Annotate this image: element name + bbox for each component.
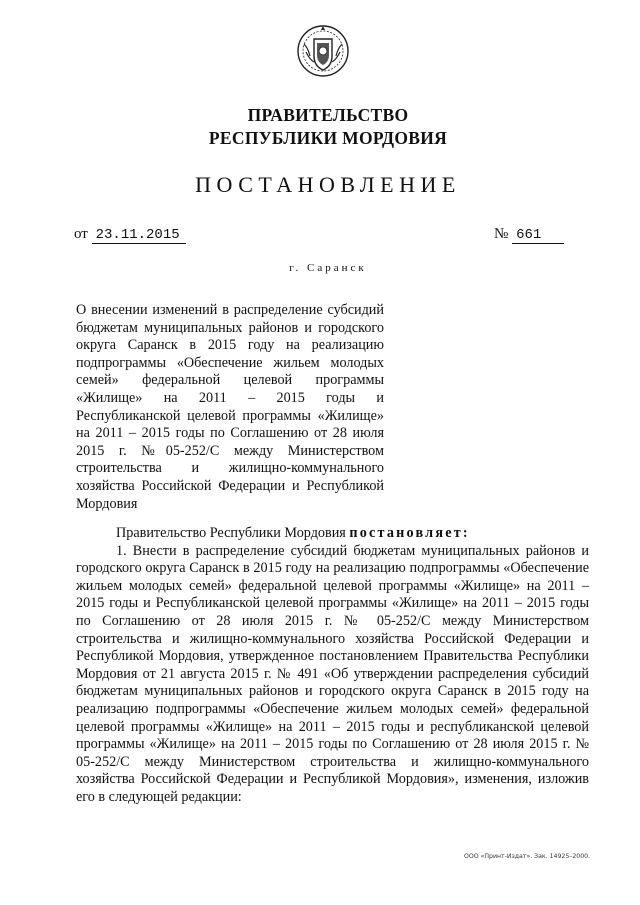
document-body [76,525,589,807]
preamble-text: Правительство Республики Мордовия [116,525,350,541]
printer-imprint: ООО «Принт-Издат». Зак. 14925–2000. [464,853,591,860]
preamble-emphasis: постановляет: [349,525,470,541]
government-title-line1: ПРАВИТЕЛЬСТВО [247,105,409,125]
paragraph-point-1: 1. Внести в распределение субсидий бюджетам муниципальных районов и городского округа Саранск в 2015 году на реализацию подпрограммы «Обеспечение жильем молодых семей» федеральной целевой программы «Жилище» на 2011 – 2015 годы и Республиканской целевой программы «Жилище» на 2011 – 2015 годы по Соглашению от 28 июля 2015 г. № 05-252/С между Министерством строительства и жилищно-коммунального хозяйства Российской Федерации и Республикой Мордовия, утвержденное постановлением Правительства Республики Мордовия от 21 августа 2015 г. № 491 «Об утверждении распределения субсидий бюджетам муниципальных районов и городского округа Саранск в 2015 году на реализацию подпрограммы «Обеспечение жильем молодых семей» федеральной целевой программы «Жилище» на 2011 – 2015 годы и республиканской целевой программы «Жилище» на 2011 – 2015 годы по Соглашению от 28 июля 2015 г. № 05-252/С между Министерством строительства и жилищно-коммунального хозяйства Российской Федерации и Республикой Мордовия», изменения, изложив его в следующей редакции: [76,542,589,805]
preamble [76,525,589,543]
number-prefix: № [494,226,509,242]
date-value: 23.11.2015 [92,227,186,244]
government-title-line2: РЕСПУБЛИКИ МОРДОВИЯ [208,128,448,148]
number-value: 661 [512,227,564,244]
document-date [74,226,186,244]
document-type-heading: ПОСТАНОВЛЕНИЕ [195,172,461,197]
coat-of-arms-icon [296,22,350,80]
document-subject [76,302,384,513]
subject-text: О внесении изменений в распределение субсидий бюджетам муниципальных районов и городского округа Саранск в 2015 году на реализацию подпрограммы «Обеспечение жильем молодых семей» федеральной целевой программы «Жилище» на 2011 – 2015 годы и Республиканской целевой программы «Жилище» на 2011 – 2015 годы по Соглашению от 28 июля 2015 г. №05-252/С между Министерством строительства и жилищно-коммунального хозяйства Российской Федерации и Республикой Мордовия [76,302,384,512]
city-name: г. Саранск [289,262,367,274]
date-prefix: от [74,226,88,242]
document-number [494,226,564,244]
coat-of-arms-emblem [296,22,350,80]
